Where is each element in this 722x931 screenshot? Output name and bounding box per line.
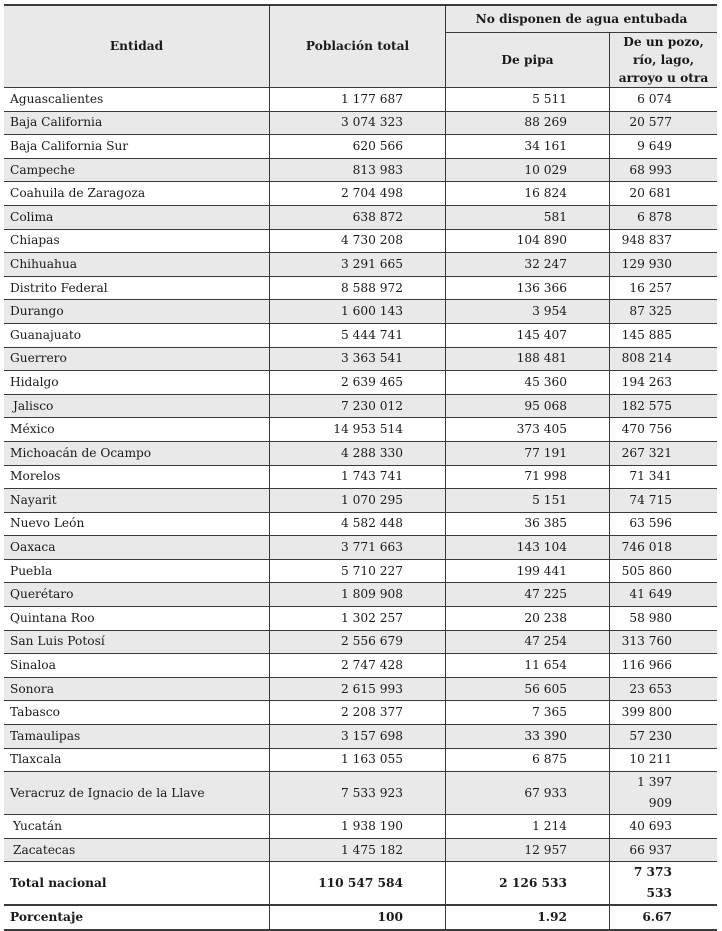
cell-pipa: 373 405 — [446, 418, 610, 442]
total-row — [4, 862, 717, 906]
table-row — [4, 772, 717, 815]
cell-entidad: Jalisco — [4, 394, 270, 418]
cell-poblacion: 3 363 541 — [270, 347, 446, 371]
cell-pipa: 20 238 — [446, 607, 610, 631]
cell-pipa: 71 998 — [446, 465, 610, 489]
cell-entidad: Guanajuato — [4, 323, 270, 347]
cell-pipa: 199 441 — [446, 559, 610, 583]
cell-poblacion: 2 615 993 — [270, 677, 446, 701]
cell-pipa: 45 360 — [446, 371, 610, 395]
cell-pipa: 5 511 — [446, 88, 610, 112]
cell-poblacion: 1 302 257 — [270, 607, 446, 631]
cell-poblacion: 3 157 698 — [270, 725, 446, 749]
cell-poblacion: 2 747 428 — [270, 654, 446, 678]
cell-pipa: 77 191 — [446, 441, 610, 465]
table-row — [4, 276, 717, 300]
table-row — [4, 394, 717, 418]
cell-poblacion: 1 743 741 — [270, 465, 446, 489]
cell-poblacion: 4 582 448 — [270, 512, 446, 536]
table-row — [4, 815, 717, 839]
cell-pipa: 32 247 — [446, 253, 610, 277]
table-row — [4, 323, 717, 347]
cell-otra: 116 966 — [610, 654, 718, 678]
cell-poblacion: 7 533 923 — [270, 772, 446, 815]
cell-pipa: 12 957 — [446, 838, 610, 862]
table-row — [4, 253, 717, 277]
table-row — [4, 748, 717, 772]
cell-entidad: Tabasco — [4, 701, 270, 725]
cell-entidad: Querétaro — [4, 583, 270, 607]
cell-entidad: Hidalgo — [4, 371, 270, 395]
cell-otra: 16 257 — [610, 276, 718, 300]
water-access-table — [4, 4, 717, 931]
cell-pipa: 95 068 — [446, 394, 610, 418]
cell-entidad: México — [4, 418, 270, 442]
cell-poblacion: 7 230 012 — [270, 394, 446, 418]
cell-pipa: 6 875 — [446, 748, 610, 772]
table-row — [4, 838, 717, 862]
cell-poblacion: 8 588 972 — [270, 276, 446, 300]
cell-poblacion: 5 710 227 — [270, 559, 446, 583]
cell-entidad: Baja California Sur — [4, 135, 270, 159]
cell-entidad: Oaxaca — [4, 536, 270, 560]
cell-poblacion: 3 771 663 — [270, 536, 446, 560]
table-row — [4, 654, 717, 678]
table-row — [4, 512, 717, 536]
cell-entidad: Campeche — [4, 158, 270, 182]
cell-otra: 41 649 — [610, 583, 718, 607]
cell-pipa: 36 385 — [446, 512, 610, 536]
cell-pipa: 145 407 — [446, 323, 610, 347]
cell-otra: 6 878 — [610, 205, 718, 229]
cell-otra: 20 681 — [610, 182, 718, 206]
cell-pipa: 1.92 — [446, 905, 610, 930]
cell-pipa: 47 254 — [446, 630, 610, 654]
cell-otra: 9 649 — [610, 135, 718, 159]
cell-pipa: 5 151 — [446, 489, 610, 513]
cell-otra: 746 018 — [610, 536, 718, 560]
cell-otra: 68 993 — [610, 158, 718, 182]
cell-otra: 58 980 — [610, 607, 718, 631]
cell-entidad: Tlaxcala — [4, 748, 270, 772]
cell-otra: 948 837 — [610, 229, 718, 253]
cell-entidad: Chihuahua — [4, 253, 270, 277]
cell-poblacion: 3 074 323 — [270, 111, 446, 135]
table-row — [4, 725, 717, 749]
cell-pipa: 7 365 — [446, 701, 610, 725]
header-otra: De un pozo, río, lago, arroyo u otra — [610, 33, 718, 88]
cell-entidad: Total nacional — [4, 862, 270, 906]
cell-otra: 57 230 — [610, 725, 718, 749]
cell-entidad: Michoacán de Ocampo — [4, 441, 270, 465]
cell-pipa: 136 366 — [446, 276, 610, 300]
cell-otra: 10 211 — [610, 748, 718, 772]
cell-pipa: 56 605 — [446, 677, 610, 701]
table-row — [4, 559, 717, 583]
cell-poblacion: 110 547 584 — [270, 862, 446, 906]
cell-otra: 7 373 533 — [610, 862, 718, 906]
cell-otra: 1 397 909 — [610, 772, 718, 815]
table-row — [4, 418, 717, 442]
table-row — [4, 347, 717, 371]
cell-poblacion: 4 288 330 — [270, 441, 446, 465]
cell-otra: 399 800 — [610, 701, 718, 725]
cell-pipa: 581 — [446, 205, 610, 229]
table-row — [4, 607, 717, 631]
cell-otra: 6 074 — [610, 88, 718, 112]
cell-otra: 313 760 — [610, 630, 718, 654]
cell-otra: 808 214 — [610, 347, 718, 371]
cell-pipa: 2 126 533 — [446, 862, 610, 906]
cell-otra: 470 756 — [610, 418, 718, 442]
cell-poblacion: 1 938 190 — [270, 815, 446, 839]
table-row — [4, 158, 717, 182]
cell-poblacion: 2 556 679 — [270, 630, 446, 654]
cell-poblacion: 638 872 — [270, 205, 446, 229]
cell-poblacion: 1 163 055 — [270, 748, 446, 772]
cell-otra: 71 341 — [610, 465, 718, 489]
cell-entidad: Guerrero — [4, 347, 270, 371]
cell-entidad: Morelos — [4, 465, 270, 489]
cell-entidad: Yucatán — [4, 815, 270, 839]
cell-pipa: 143 104 — [446, 536, 610, 560]
cell-entidad: Puebla — [4, 559, 270, 583]
cell-otra: 63 596 — [610, 512, 718, 536]
header-group-no-agua: No disponen de agua entubada — [446, 5, 718, 33]
cell-otra: 267 321 — [610, 441, 718, 465]
cell-poblacion: 4 730 208 — [270, 229, 446, 253]
cell-otra: 129 930 — [610, 253, 718, 277]
table-body — [4, 88, 717, 931]
table-row — [4, 182, 717, 206]
cell-otra: 182 575 — [610, 394, 718, 418]
cell-poblacion: 1 177 687 — [270, 88, 446, 112]
cell-otra: 23 653 — [610, 677, 718, 701]
cell-otra: 66 937 — [610, 838, 718, 862]
cell-otra: 194 263 — [610, 371, 718, 395]
cell-entidad: Distrito Federal — [4, 276, 270, 300]
cell-entidad: Baja California — [4, 111, 270, 135]
cell-pipa: 67 933 — [446, 772, 610, 815]
cell-pipa: 88 269 — [446, 111, 610, 135]
header-entidad: Entidad — [4, 5, 270, 88]
cell-otra: 20 577 — [610, 111, 718, 135]
cell-entidad: Chiapas — [4, 229, 270, 253]
cell-poblacion: 620 566 — [270, 135, 446, 159]
cell-poblacion: 5 444 741 — [270, 323, 446, 347]
cell-pipa: 3 954 — [446, 300, 610, 324]
cell-otra: 87 325 — [610, 300, 718, 324]
table-row — [4, 300, 717, 324]
table-row — [4, 111, 717, 135]
cell-entidad: Coahuila de Zaragoza — [4, 182, 270, 206]
cell-entidad: Tamaulipas — [4, 725, 270, 749]
cell-pipa: 188 481 — [446, 347, 610, 371]
cell-entidad: Colima — [4, 205, 270, 229]
cell-entidad: Quintana Roo — [4, 607, 270, 631]
cell-otra: 40 693 — [610, 815, 718, 839]
cell-pipa: 34 161 — [446, 135, 610, 159]
cell-pipa: 16 824 — [446, 182, 610, 206]
cell-pipa: 11 654 — [446, 654, 610, 678]
table-row — [4, 88, 717, 112]
cell-entidad: San Luis Potosí — [4, 630, 270, 654]
table-row — [4, 371, 717, 395]
header-poblacion: Población total — [270, 5, 446, 88]
cell-entidad: Sinaloa — [4, 654, 270, 678]
cell-pipa: 47 225 — [446, 583, 610, 607]
cell-entidad: Aguascalientes — [4, 88, 270, 112]
cell-entidad: Zacatecas — [4, 838, 270, 862]
cell-entidad: Nayarit — [4, 489, 270, 513]
cell-poblacion: 2 704 498 — [270, 182, 446, 206]
table-row — [4, 205, 717, 229]
cell-entidad: Sonora — [4, 677, 270, 701]
cell-poblacion: 2 639 465 — [270, 371, 446, 395]
table-row — [4, 536, 717, 560]
percent-row — [4, 905, 717, 930]
cell-poblacion: 1 600 143 — [270, 300, 446, 324]
table-row — [4, 701, 717, 725]
cell-entidad: Nuevo León — [4, 512, 270, 536]
table-row — [4, 135, 717, 159]
cell-poblacion: 100 — [270, 905, 446, 930]
cell-poblacion: 3 291 665 — [270, 253, 446, 277]
cell-poblacion: 1 475 182 — [270, 838, 446, 862]
cell-otra: 74 715 — [610, 489, 718, 513]
table-row — [4, 489, 717, 513]
cell-pipa: 1 214 — [446, 815, 610, 839]
cell-poblacion: 1 809 908 — [270, 583, 446, 607]
table-row — [4, 630, 717, 654]
cell-otra: 6.67 — [610, 905, 718, 930]
cell-entidad: Veracruz de Ignacio de la Llave — [4, 772, 270, 815]
table-row — [4, 441, 717, 465]
cell-entidad: Porcentaje — [4, 905, 270, 930]
cell-pipa: 10 029 — [446, 158, 610, 182]
table-row — [4, 583, 717, 607]
cell-otra: 505 860 — [610, 559, 718, 583]
cell-poblacion: 14 953 514 — [270, 418, 446, 442]
table-row — [4, 465, 717, 489]
cell-poblacion: 1 070 295 — [270, 489, 446, 513]
cell-poblacion: 813 983 — [270, 158, 446, 182]
cell-poblacion: 2 208 377 — [270, 701, 446, 725]
table-row — [4, 677, 717, 701]
cell-entidad: Durango — [4, 300, 270, 324]
cell-otra: 145 885 — [610, 323, 718, 347]
table-row — [4, 229, 717, 253]
header-pipa: De pipa — [446, 33, 610, 88]
cell-pipa: 104 890 — [446, 229, 610, 253]
cell-pipa: 33 390 — [446, 725, 610, 749]
